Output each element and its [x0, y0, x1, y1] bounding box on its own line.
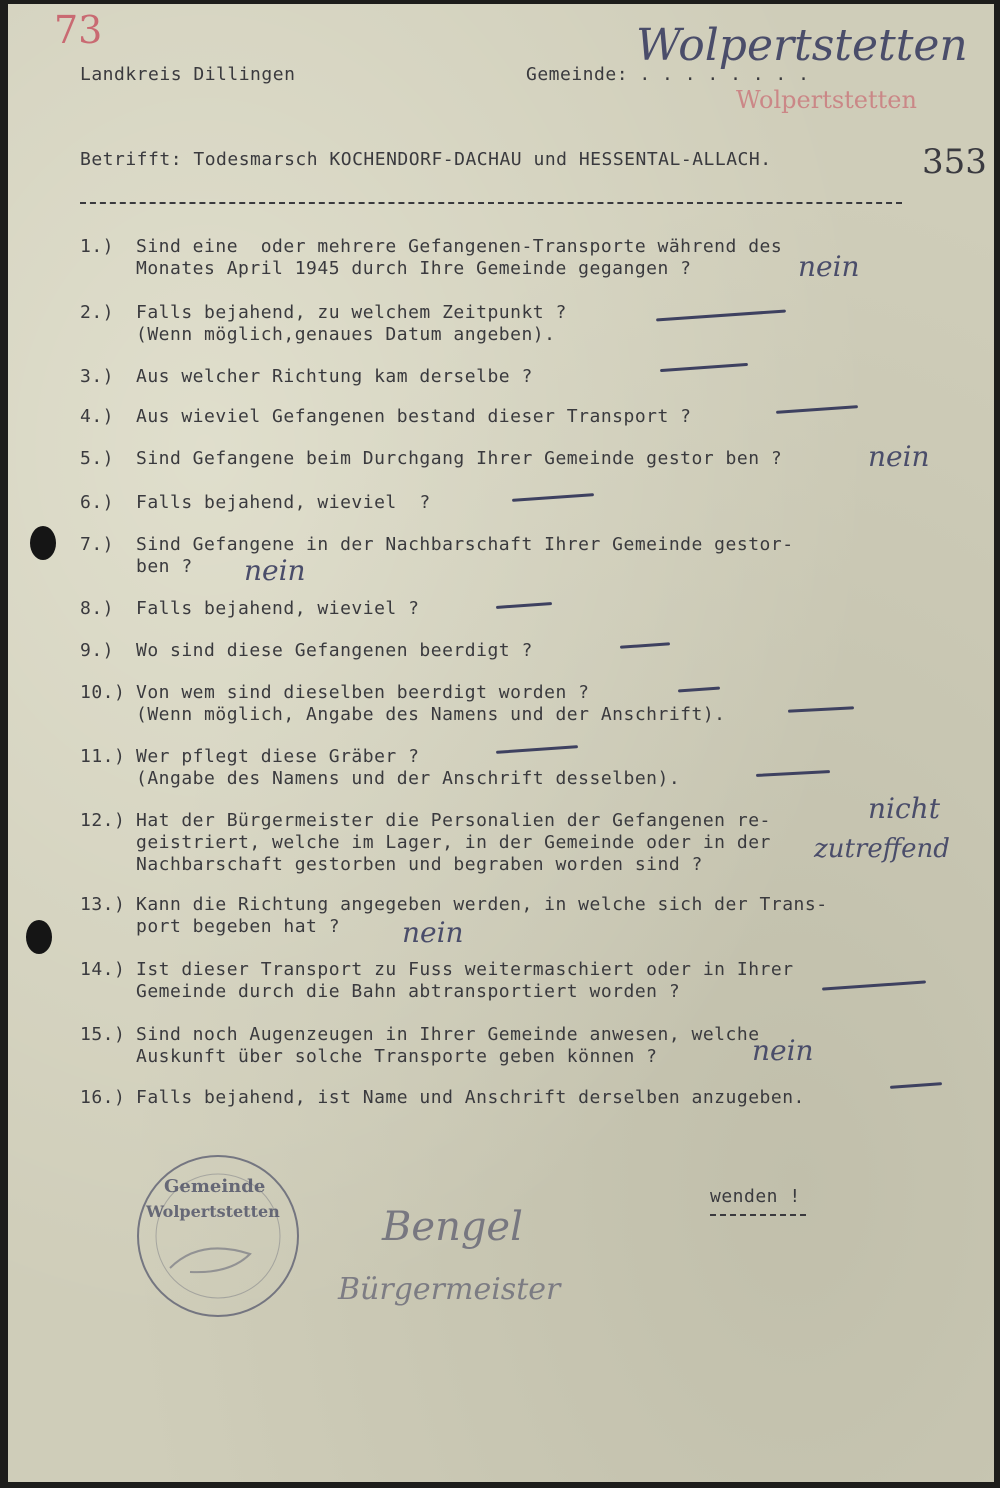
question-text: Monates April 1945 durch Ihre Gemeinde gegangen ? [136, 258, 692, 279]
question-text: Kann die Richtung angegeben werden, in welche sich der Trans- [136, 894, 828, 915]
question-text: Auskunft über solche Transporte geben können ? [136, 1046, 658, 1067]
question-number: 7.) [80, 534, 115, 555]
question-text: Aus welcher Richtung kam derselbe ? [136, 366, 533, 387]
question-text: (Angabe des Namens und der Anschrift desselben). [136, 768, 681, 789]
answer-dash-stroke [660, 363, 748, 372]
archive-number: 73 [54, 8, 103, 52]
question-text: Falls bejahend, wieviel ? [136, 492, 431, 513]
question-text: Ist dieser Transport zu Fuss weitermaschiert oder in Ihrer [136, 959, 794, 980]
question-text: Wo sind diese Gefangenen beerdigt ? [136, 640, 533, 661]
turn-over-note: wenden ! [710, 1186, 801, 1207]
handwritten-answer: nein [244, 554, 306, 587]
answer-dash-stroke [788, 706, 854, 712]
question-text: Hat der Bürgermeister die Personalien der Gefangenen re- [136, 810, 771, 831]
answer-dash-stroke [496, 602, 552, 609]
municipality-handwritten: Wolpertstetten [636, 20, 968, 71]
municipality-label: Gemeinde: . . . . . . . . [526, 64, 810, 85]
question-text: Nachbarschaft gestorben und begraben worden sind ? [136, 854, 703, 875]
question-text: Von wem sind dieselben beerdigt worden ? [136, 682, 590, 703]
question-number: 10.) [80, 682, 126, 703]
question-number: 14.) [80, 959, 126, 980]
answer-dash-stroke [756, 770, 830, 777]
question-number: 11.) [80, 746, 126, 767]
subject-line: Betrifft: Todesmarsch KOCHENDORF-DACHAU und HESSENTAL-ALLACH. [80, 149, 772, 170]
answer-dash-stroke [776, 405, 858, 414]
question-number: 9.) [80, 640, 115, 661]
question-text: ben ? [136, 556, 193, 577]
question-number: 16.) [80, 1087, 126, 1108]
punch-hole-bottom [26, 920, 52, 954]
signature-title: Bürgermeister [338, 1272, 561, 1307]
question-text: Falls bejahend, wieviel ? [136, 598, 420, 619]
question-text: Falls bejahend, ist Name und Anschrift derselben anzugeben. [136, 1087, 805, 1108]
question-number: 3.) [80, 366, 115, 387]
stamp-text-top: Gemeinde [164, 1176, 266, 1197]
question-text: (Wenn möglich,genaues Datum angeben). [136, 324, 556, 345]
page-number: 353 [922, 142, 987, 182]
question-text: Falls bejahend, zu welchem Zeitpunkt ? [136, 302, 567, 323]
municipal-stamp [130, 1148, 310, 1328]
handwritten-answer: nein [752, 1034, 814, 1067]
answer-dash-stroke [656, 309, 786, 321]
handwritten-answer: nein [402, 916, 464, 949]
handwritten-answer: nein [798, 250, 860, 283]
question-number: 8.) [80, 598, 115, 619]
question-text: port begeben hat ? [136, 916, 341, 937]
question-text: (Wenn möglich, Angabe des Namens und der Anschrift). [136, 704, 726, 725]
question-number: 12.) [80, 810, 126, 831]
municipality-pencil-note: Wolpertstetten [736, 86, 917, 114]
answer-dash-stroke [822, 980, 926, 990]
question-number: 6.) [80, 492, 115, 513]
district-label: Landkreis Dillingen [80, 64, 296, 85]
answer-dash-stroke [512, 493, 594, 502]
answer-dash-stroke [620, 642, 670, 648]
handwritten-answer: nicht [868, 792, 940, 825]
question-text: geistriert, welche im Lager, in der Gemeinde oder in der [136, 832, 771, 853]
question-text: Wer pflegt diese Gräber ? [136, 746, 420, 767]
question-number: 4.) [80, 406, 115, 427]
handwritten-answer-continued: zutreffend [814, 834, 950, 864]
turn-over-underline [710, 1214, 806, 1216]
question-text: Gemeinde durch die Bahn abtransportiert worden ? [136, 981, 681, 1002]
question-text: Sind noch Augenzeugen in Ihrer Gemeinde anwesen, welche [136, 1024, 760, 1045]
handwritten-answer: nein [868, 440, 930, 473]
question-number: 13.) [80, 894, 126, 915]
question-text: Sind Gefangene in der Nachbarschaft Ihrer Gemeinde gestor- [136, 534, 794, 555]
header-divider [80, 202, 902, 204]
signature: Bengel [382, 1204, 523, 1250]
answer-dash-stroke [890, 1082, 942, 1089]
question-text: Sind Gefangene beim Durchgang Ihrer Gemeinde gestor ben ? [136, 448, 783, 469]
question-text: Aus wieviel Gefangenen bestand dieser Transport ? [136, 406, 692, 427]
punch-hole-top [30, 526, 56, 560]
answer-dash-stroke [678, 687, 720, 693]
question-number: 5.) [80, 448, 115, 469]
stamp-text-middle: Wolpertstetten [146, 1202, 280, 1221]
question-number: 2.) [80, 302, 115, 323]
question-number: 1.) [80, 236, 115, 257]
question-number: 15.) [80, 1024, 126, 1045]
question-text: Sind eine oder mehrere Gefangenen-Transporte während des [136, 236, 783, 257]
answer-dash-stroke [496, 745, 578, 754]
document-sheet [8, 4, 994, 1482]
